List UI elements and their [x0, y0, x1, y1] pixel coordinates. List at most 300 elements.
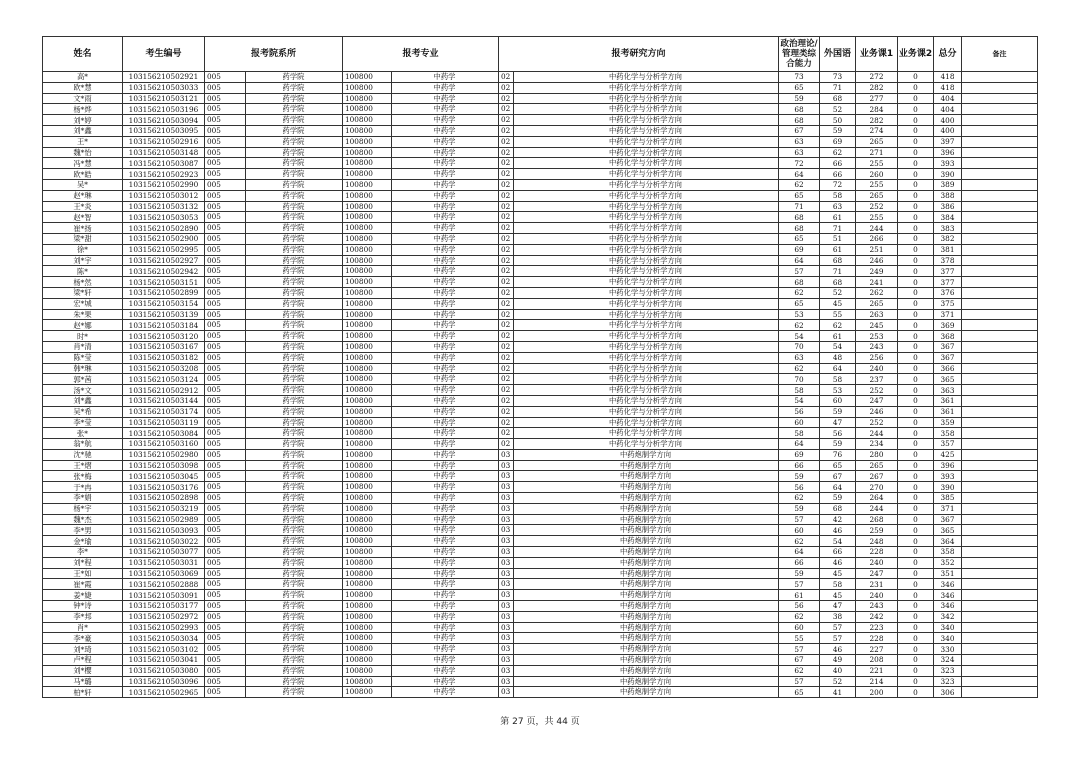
cell-direction-group [499, 320, 779, 331]
cell-major: 中药学 [433, 579, 456, 589]
cell-dept: 药学院 [282, 460, 305, 470]
cell-exam-no: 103156210502990 [123, 179, 205, 190]
cell-name: 马*璐 [43, 676, 123, 687]
cell-major-group [343, 201, 499, 212]
cell-major-group [343, 179, 499, 190]
cell-exam-no: 103156210503091 [123, 590, 205, 601]
cell-foreign: 68 [820, 503, 856, 514]
cell-course2: 0 [898, 158, 934, 169]
cell-direction-group [499, 611, 779, 622]
cell-dept: 药学院 [282, 104, 305, 114]
table-row [43, 244, 1038, 255]
cell-major-group [343, 298, 499, 309]
cell-dept-group [205, 309, 343, 320]
cell-foreign: 60 [820, 395, 856, 406]
cell-major: 中药学 [433, 385, 456, 395]
cell-major-code: 100800 [345, 201, 373, 211]
cell-course2: 0 [898, 115, 934, 126]
cell-politics: 62 [779, 179, 820, 190]
cell-dept: 药学院 [282, 655, 305, 665]
cell-direction-group [499, 536, 779, 547]
cell-dept-code: 005 [207, 644, 221, 654]
cell-total: 346 [934, 579, 962, 590]
cell-course1: 251 [856, 244, 898, 255]
cell-course2: 0 [898, 568, 934, 579]
cell-name: 张* [43, 428, 123, 439]
cell-direction-code: 02 [501, 244, 511, 254]
cell-direction-group [499, 514, 779, 525]
cell-major-code: 100800 [345, 255, 373, 265]
cell-course1: 244 [856, 223, 898, 234]
cell-dept-group [205, 93, 343, 104]
cell-course1: 244 [856, 428, 898, 439]
cell-remark [962, 406, 1038, 417]
cell-course1: 284 [856, 104, 898, 115]
cell-major: 中药学 [433, 104, 456, 114]
cell-major-code: 100800 [345, 514, 373, 524]
cell-dept: 药学院 [282, 233, 305, 243]
table-row [43, 406, 1038, 417]
cell-total: 306 [934, 687, 962, 698]
cell-exam-no: 103156210503031 [123, 557, 205, 568]
cell-name: 高* [43, 72, 123, 83]
table-row [43, 482, 1038, 493]
cell-exam-no: 103156210503084 [123, 428, 205, 439]
cell-major: 中药学 [433, 233, 456, 243]
cell-direction-code: 02 [501, 136, 511, 146]
cell-direction-code: 03 [501, 547, 511, 557]
cell-course1: 282 [856, 82, 898, 93]
cell-remark [962, 223, 1038, 234]
cell-remark [962, 622, 1038, 633]
cell-exam-no: 103156210502916 [123, 136, 205, 147]
cell-remark [962, 309, 1038, 320]
cell-politics: 62 [779, 665, 820, 676]
cell-course1: 246 [856, 255, 898, 266]
cell-remark [962, 460, 1038, 471]
table-row [43, 644, 1038, 655]
cell-direction-group [499, 82, 779, 93]
cell-major: 中药学 [433, 590, 456, 600]
table-row [43, 212, 1038, 223]
cell-dept-group [205, 611, 343, 622]
cell-foreign: 41 [820, 687, 856, 698]
cell-name: 钟*诗 [43, 601, 123, 612]
cell-name: 赵*娜 [43, 320, 123, 331]
cell-dept-code: 005 [207, 406, 221, 416]
table-row [43, 525, 1038, 536]
cell-dept: 药学院 [282, 568, 305, 578]
cell-politics: 57 [779, 579, 820, 590]
table-row [43, 169, 1038, 180]
cell-course2: 0 [898, 687, 934, 698]
cell-course2: 0 [898, 449, 934, 460]
cell-remark [962, 104, 1038, 115]
cell-dept: 药学院 [282, 536, 305, 546]
cell-name: 宏*城 [43, 298, 123, 309]
cell-major: 中药学 [433, 147, 456, 157]
cell-major: 中药学 [433, 449, 456, 459]
header-total: 总分 [934, 37, 962, 72]
cell-major: 中药学 [433, 363, 456, 373]
cell-direction: 中药化学与分析学方向 [609, 374, 682, 384]
cell-foreign: 45 [820, 298, 856, 309]
cell-major-group [343, 352, 499, 363]
cell-foreign: 68 [820, 255, 856, 266]
cell-direction-group [499, 190, 779, 201]
cell-major-group [343, 460, 499, 471]
cell-total: 358 [934, 547, 962, 558]
cell-course2: 0 [898, 104, 934, 115]
header-name: 姓名 [43, 37, 123, 72]
cell-direction-group [499, 579, 779, 590]
cell-direction: 中药炮制学方向 [619, 514, 672, 524]
cell-direction-code: 02 [501, 190, 511, 200]
cell-remark [962, 449, 1038, 460]
cell-major-group [343, 331, 499, 342]
cell-course1: 266 [856, 233, 898, 244]
cell-foreign: 46 [820, 644, 856, 655]
cell-dept: 药学院 [282, 136, 305, 146]
cell-direction: 中药化学与分析学方向 [609, 244, 682, 254]
cell-direction-group [499, 417, 779, 428]
cell-course1: 268 [856, 514, 898, 525]
cell-foreign: 59 [820, 493, 856, 504]
cell-foreign: 45 [820, 590, 856, 601]
cell-major-code: 100800 [345, 341, 373, 351]
cell-name: 刘*鑫 [43, 125, 123, 136]
cell-name: 王* [43, 136, 123, 147]
cell-dept-code: 005 [207, 266, 221, 276]
cell-exam-no: 103156210502972 [123, 611, 205, 622]
cell-direction: 中药化学与分析学方向 [609, 201, 682, 211]
cell-direction-group [499, 385, 779, 396]
cell-exam-no: 103156210503041 [123, 655, 205, 666]
cell-politics: 66 [779, 460, 820, 471]
cell-dept-code: 005 [207, 439, 221, 449]
cell-dept-group [205, 363, 343, 374]
table-row [43, 363, 1038, 374]
cell-foreign: 69 [820, 136, 856, 147]
cell-exam-no: 103156210503219 [123, 503, 205, 514]
cell-major-group [343, 309, 499, 320]
cell-remark [962, 363, 1038, 374]
cell-major-group [343, 115, 499, 126]
cell-name: 冯*慧 [43, 158, 123, 169]
cell-major: 中药学 [433, 601, 456, 611]
cell-direction: 中药炮制学方向 [619, 557, 672, 567]
cell-course2: 0 [898, 417, 934, 428]
cell-dept: 药学院 [282, 676, 305, 686]
cell-direction-group [499, 493, 779, 504]
cell-direction-code: 03 [501, 460, 511, 470]
table-row [43, 557, 1038, 568]
cell-direction: 中药化学与分析学方向 [609, 352, 682, 362]
cell-major-code: 100800 [345, 644, 373, 654]
cell-politics: 56 [779, 601, 820, 612]
cell-dept: 药学院 [282, 687, 305, 697]
cell-dept-group [205, 115, 343, 126]
cell-exam-no: 103156210502993 [123, 622, 205, 633]
cell-direction-code: 02 [501, 223, 511, 233]
cell-dept-code: 005 [207, 622, 221, 632]
cell-course1: 282 [856, 115, 898, 126]
cell-foreign: 50 [820, 115, 856, 126]
cell-direction: 中药炮制学方向 [619, 568, 672, 578]
cell-course2: 0 [898, 320, 934, 331]
cell-foreign: 53 [820, 385, 856, 396]
cell-direction-code: 02 [501, 179, 511, 189]
cell-politics: 64 [779, 439, 820, 450]
cell-dept: 药学院 [282, 352, 305, 362]
cell-direction-group [499, 255, 779, 266]
cell-foreign: 61 [820, 244, 856, 255]
cell-name: 赵*智 [43, 212, 123, 223]
cell-exam-no: 103156210502980 [123, 449, 205, 460]
cell-course1: 243 [856, 601, 898, 612]
cell-name: 欧*慧 [43, 82, 123, 93]
table-row [43, 190, 1038, 201]
cell-exam-no: 103156210503132 [123, 201, 205, 212]
cell-major: 中药学 [433, 125, 456, 135]
cell-major: 中药学 [433, 493, 456, 503]
cell-exam-no: 103156210503177 [123, 601, 205, 612]
cell-major-group [343, 320, 499, 331]
cell-direction: 中药化学与分析学方向 [609, 406, 682, 416]
cell-direction-group [499, 503, 779, 514]
cell-course1: 274 [856, 125, 898, 136]
cell-exam-no: 103156210503034 [123, 633, 205, 644]
cell-name: 陈*莹 [43, 352, 123, 363]
table-row [43, 93, 1038, 104]
cell-dept-group [205, 320, 343, 331]
cell-direction-group [499, 104, 779, 115]
cell-politics: 65 [779, 687, 820, 698]
cell-dept-code: 005 [207, 72, 221, 81]
cell-major-group [343, 169, 499, 180]
cell-course2: 0 [898, 374, 934, 385]
cell-dept-code: 005 [207, 633, 221, 643]
cell-major: 中药学 [433, 277, 456, 287]
table-row [43, 352, 1038, 363]
cell-major: 中药学 [433, 568, 456, 578]
cell-total: 340 [934, 633, 962, 644]
cell-remark [962, 115, 1038, 126]
cell-total: 323 [934, 665, 962, 676]
cell-total: 368 [934, 331, 962, 342]
cell-major: 中药学 [433, 341, 456, 351]
cell-exam-no: 103156210502921 [123, 72, 205, 83]
cell-course2: 0 [898, 633, 934, 644]
cell-politics: 57 [779, 266, 820, 277]
cell-direction: 中药炮制学方向 [619, 460, 672, 470]
cell-exam-no: 103156210503120 [123, 331, 205, 342]
cell-exam-no: 103156210503139 [123, 309, 205, 320]
cell-major: 中药学 [433, 158, 456, 168]
cell-remark [962, 125, 1038, 136]
cell-dept-group [205, 233, 343, 244]
cell-direction: 中药化学与分析学方向 [609, 385, 682, 395]
cell-remark [962, 212, 1038, 223]
cell-total: 358 [934, 428, 962, 439]
cell-politics: 56 [779, 482, 820, 493]
admission-score-table [42, 36, 1038, 698]
cell-politics: 69 [779, 449, 820, 460]
cell-direction: 中药化学与分析学方向 [609, 255, 682, 265]
cell-direction-code: 03 [501, 655, 511, 665]
cell-remark [962, 287, 1038, 298]
cell-dept: 药学院 [282, 590, 305, 600]
cell-exam-no: 103156210502927 [123, 255, 205, 266]
cell-direction-group [499, 665, 779, 676]
cell-dept: 药学院 [282, 601, 305, 611]
cell-course1: 265 [856, 136, 898, 147]
cell-dept-group [205, 579, 343, 590]
cell-dept: 药学院 [282, 633, 305, 643]
cell-direction-code: 02 [501, 169, 511, 179]
cell-total: 361 [934, 395, 962, 406]
cell-dept-group [205, 406, 343, 417]
cell-dept-group [205, 417, 343, 428]
cell-direction-code: 03 [501, 493, 511, 503]
cell-name: 汤*文 [43, 385, 123, 396]
footer-prefix: 第 [500, 717, 510, 727]
cell-exam-no: 103156210503102 [123, 644, 205, 655]
cell-politics: 64 [779, 255, 820, 266]
cell-major-code: 100800 [345, 579, 373, 589]
cell-direction-code: 02 [501, 341, 511, 351]
cell-direction-code: 02 [501, 158, 511, 168]
cell-major: 中药学 [433, 471, 456, 481]
cell-major-code: 100800 [345, 93, 373, 103]
cell-direction: 中药炮制学方向 [619, 482, 672, 492]
cell-course1: 264 [856, 493, 898, 504]
cell-exam-no: 103156210502890 [123, 223, 205, 234]
cell-major-code: 100800 [345, 471, 373, 481]
cell-direction-code: 03 [501, 536, 511, 546]
cell-direction-group [499, 277, 779, 288]
cell-total: 385 [934, 493, 962, 504]
cell-remark [962, 482, 1038, 493]
cell-total: 377 [934, 266, 962, 277]
cell-exam-no: 103156210503154 [123, 298, 205, 309]
cell-name: 柏*轩 [43, 687, 123, 698]
cell-course2: 0 [898, 590, 934, 601]
header-course1: 业务课1 [856, 37, 898, 72]
cell-direction-group [499, 266, 779, 277]
table-body [43, 72, 1038, 698]
cell-direction: 中药化学与分析学方向 [609, 82, 682, 92]
cell-remark [962, 385, 1038, 396]
cell-major-group [343, 611, 499, 622]
cell-direction-code: 03 [501, 687, 511, 697]
cell-course2: 0 [898, 341, 934, 352]
cell-direction-code: 02 [501, 147, 511, 157]
table-row [43, 449, 1038, 460]
cell-dept-code: 005 [207, 287, 221, 297]
cell-course1: 240 [856, 363, 898, 374]
cell-name: 欧*皓 [43, 169, 123, 180]
cell-direction: 中药化学与分析学方向 [609, 363, 682, 373]
cell-course2: 0 [898, 136, 934, 147]
cell-dept: 药学院 [282, 93, 305, 103]
cell-dept: 药学院 [282, 395, 305, 405]
cell-major-group [343, 136, 499, 147]
cell-major-group [343, 644, 499, 655]
cell-major-code: 100800 [345, 374, 373, 384]
cell-politics: 73 [779, 72, 820, 83]
cell-direction: 中药炮制学方向 [619, 449, 672, 459]
table-row [43, 147, 1038, 158]
cell-major-code: 100800 [345, 590, 373, 600]
cell-major-code: 100800 [345, 233, 373, 243]
cell-direction: 中药化学与分析学方向 [609, 320, 682, 330]
table-row [43, 460, 1038, 471]
footer-page-current: 27 [512, 717, 524, 727]
table-row [43, 298, 1038, 309]
cell-major-code: 100800 [345, 179, 373, 189]
cell-course2: 0 [898, 277, 934, 288]
table-row [43, 633, 1038, 644]
cell-direction: 中药炮制学方向 [619, 665, 672, 675]
cell-dept: 药学院 [282, 406, 305, 416]
cell-major: 中药学 [433, 266, 456, 276]
cell-direction-code: 02 [501, 125, 511, 135]
cell-politics: 63 [779, 147, 820, 158]
cell-course1: 228 [856, 633, 898, 644]
cell-dept-code: 005 [207, 179, 221, 189]
cell-course1: 253 [856, 331, 898, 342]
cell-foreign: 71 [820, 223, 856, 234]
table-row [43, 125, 1038, 136]
cell-remark [962, 687, 1038, 698]
cell-dept-code: 005 [207, 320, 221, 330]
cell-total: 340 [934, 622, 962, 633]
cell-total: 351 [934, 568, 962, 579]
cell-politics: 58 [779, 428, 820, 439]
header-exam-no: 考生编号 [123, 37, 205, 72]
cell-direction-group [499, 439, 779, 450]
cell-dept-group [205, 439, 343, 450]
cell-total: 404 [934, 93, 962, 104]
cell-total: 346 [934, 601, 962, 612]
cell-course1: 263 [856, 309, 898, 320]
header-dept: 报考院系所 [205, 37, 343, 72]
cell-total: 383 [934, 223, 962, 234]
cell-course2: 0 [898, 352, 934, 363]
cell-dept-group [205, 525, 343, 536]
cell-name: 肖*清 [43, 341, 123, 352]
cell-name: 杨*然 [43, 277, 123, 288]
cell-politics: 70 [779, 374, 820, 385]
cell-major-code: 100800 [345, 320, 373, 330]
cell-dept-code: 005 [207, 471, 221, 481]
cell-course1: 221 [856, 665, 898, 676]
cell-major-group [343, 190, 499, 201]
table-row [43, 201, 1038, 212]
cell-dept-code: 005 [207, 655, 221, 665]
cell-dept: 药学院 [282, 147, 305, 157]
cell-exam-no: 103156210502965 [123, 687, 205, 698]
cell-total: 396 [934, 147, 962, 158]
cell-major-group [343, 525, 499, 536]
cell-direction-group [499, 471, 779, 482]
cell-name: 姜*婕 [43, 590, 123, 601]
cell-foreign: 65 [820, 460, 856, 471]
cell-direction-code: 02 [501, 320, 511, 330]
cell-major-code: 100800 [345, 536, 373, 546]
cell-major-group [343, 676, 499, 687]
